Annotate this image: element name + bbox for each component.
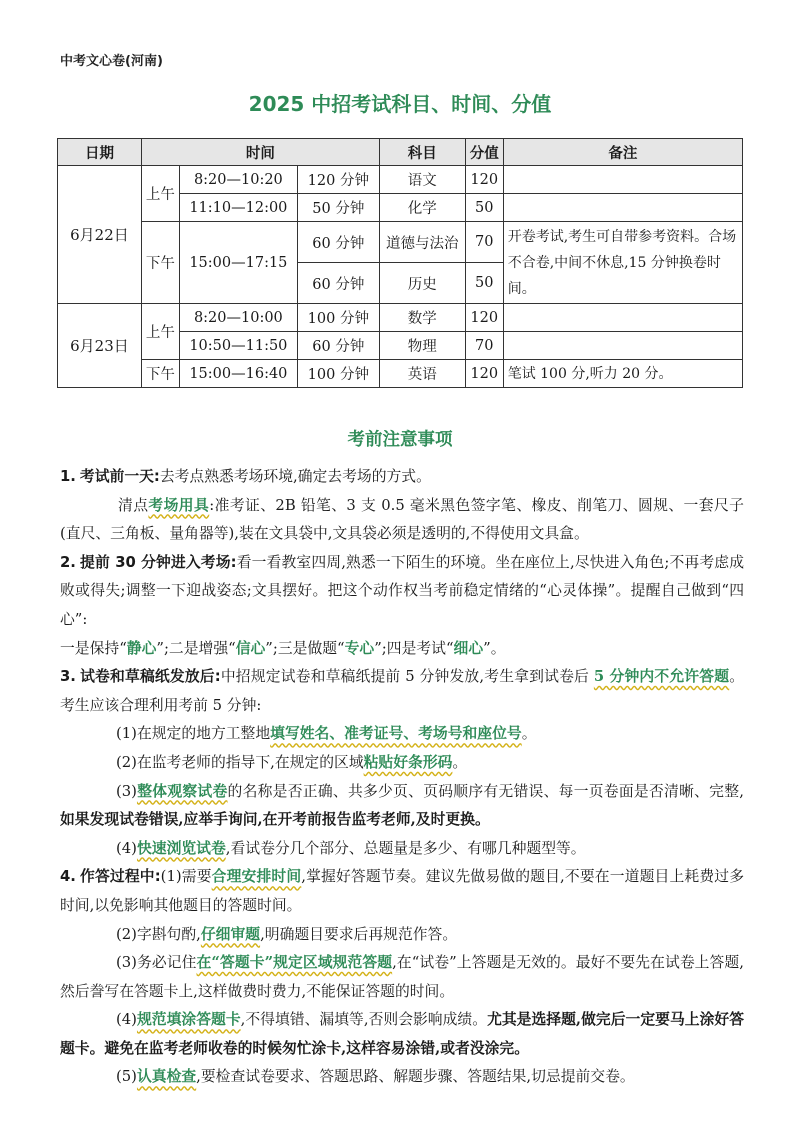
date-cell: 6月23日 <box>58 304 142 388</box>
list-item <box>60 921 744 950</box>
remark-cell <box>503 166 742 194</box>
highlight-text: 规范填涂答题卡 <box>136 1011 241 1029</box>
period-cell: 上午 <box>141 166 179 222</box>
score-cell: 50 <box>465 263 503 304</box>
duration-cell: 50 分钟 <box>297 194 379 222</box>
duration-cell: 120 分钟 <box>297 166 379 194</box>
table-row <box>58 304 743 332</box>
notes-body <box>60 463 744 1092</box>
bold-text: 尤其是选择题,做完后一定要马上涂好答题卡。避免在监考老师收卷的时候匆忙涂卡,这样容易涂错,或者没涂完。 <box>60 1011 744 1057</box>
highlight-text: 信心 <box>235 639 266 657</box>
list-item <box>60 492 744 549</box>
highlight-text: 快速浏览试卷 <box>136 839 226 857</box>
item-text: ,在“试卷”上答题是无效的。最好不要先在试卷上答题,然后誊写在答题卡上,这样做费时费力,不能保证答题的时间。 <box>60 954 744 1000</box>
list-item <box>60 778 744 835</box>
subject-cell: 语文 <box>379 166 465 194</box>
score-cell: 70 <box>465 222 503 263</box>
item-text: 去考点熟悉考场环境,确定去考场的方式。 <box>159 468 431 485</box>
score-cell: 120 <box>465 166 503 194</box>
score-cell: 70 <box>465 332 503 360</box>
item-text: (1)在规定的地方工整地 <box>116 725 271 743</box>
section-title: 考前注意事项 <box>347 430 453 450</box>
clock-cell: 10:50—11:50 <box>179 332 297 360</box>
table-row <box>58 360 743 388</box>
highlight-text: 填写姓名、准考证号、考场号和座位号 <box>270 725 522 743</box>
clock-cell: 15:00—17:15 <box>179 222 297 304</box>
remark-cell: 笔试 100 分,听力 20 分。 <box>503 360 742 388</box>
date-cell: 6月22日 <box>58 166 142 304</box>
header-score: 分值 <box>465 139 503 166</box>
highlight-text: 整体观察试卷 <box>136 782 228 800</box>
list-item <box>60 1063 744 1092</box>
clock-cell: 8:20—10:00 <box>179 304 297 332</box>
item-text: ,不得填错、漏填等,否则会影响成绩。 <box>240 1011 488 1029</box>
list-item <box>60 549 744 635</box>
header-subject: 科目 <box>379 139 465 166</box>
bold-text: 如果发现试卷错误,应举手询问,在开考前报告监考老师,及时更换。 <box>60 811 490 829</box>
item-text: ”;四是考试“ <box>374 639 454 657</box>
item-text: (4) <box>116 1011 137 1029</box>
list-item <box>60 1006 744 1063</box>
highlight-text: 考场用具 <box>148 496 210 514</box>
clock-cell: 15:00—16:40 <box>179 360 297 388</box>
list-item <box>60 863 744 920</box>
score-cell: 50 <box>465 194 503 222</box>
duration-cell: 100 分钟 <box>297 360 379 388</box>
subject-cell: 英语 <box>379 360 465 388</box>
list-item <box>60 635 744 664</box>
item-text: 看一看教室四周,熟悉一下陌生的环境。坐在座位上,尽快进入角色;不再考虑成败或得失;调整一下迎战姿态;文具摆好。把这个动作权当考前稳定情绪的“心灵体操”。提醒自己做到“四心”: <box>60 553 744 628</box>
duration-cell: 60 分钟 <box>297 222 379 263</box>
item-text: (4) <box>116 839 137 857</box>
item-text: ,掌握好答题节奏。建议先做易做的题目,不要在一道题目上耗费过多时间,以免影响其他题目的答题时间。 <box>60 868 744 914</box>
item-text: 的名称是否正确、共多少页、页码顺序有无错误、每一页卷面是否清晰、完整, <box>227 782 744 800</box>
duration-cell: 100 分钟 <box>297 304 379 332</box>
item-lead: 提前 30 分钟进入考场: <box>79 553 237 571</box>
duration-cell: 60 分钟 <box>297 263 379 304</box>
header-remark: 备注 <box>503 139 742 166</box>
item-number: 2. <box>60 553 76 571</box>
item-text: 中招规定试卷和草稿纸提前 5 分钟发放,考生拿到试卷后 <box>220 668 594 686</box>
remark-cell: 开卷考试,考生可自带参考资料。合场不合卷,中间不休息,15 分钟换卷时间。 <box>503 222 742 304</box>
table-row <box>58 222 743 263</box>
remark-cell <box>503 194 742 222</box>
highlight-text: 合理安排时间 <box>211 868 302 886</box>
remark-cell <box>503 332 742 360</box>
score-cell: 120 <box>465 360 503 388</box>
period-cell: 上午 <box>141 304 179 360</box>
list-item <box>60 949 744 1006</box>
subject-cell: 道德与法治 <box>379 222 465 263</box>
subject-cell: 数学 <box>379 304 465 332</box>
exam-schedule-table <box>57 138 743 388</box>
score-cell: 120 <box>465 304 503 332</box>
item-text: ”;二是增强“ <box>156 639 236 657</box>
item-text: 。 <box>452 753 468 771</box>
highlight-text: 细心 <box>453 639 484 657</box>
item-number: 3. <box>60 668 76 686</box>
subject-cell: 物理 <box>379 332 465 360</box>
page-title: 2025 中招考试科目、时间、分值 <box>248 92 552 116</box>
table-row <box>58 166 743 194</box>
highlight-text: 5 分钟内不允许答题 <box>593 668 730 686</box>
item-text: ”。 <box>483 639 506 657</box>
list-item <box>60 720 744 749</box>
header-time: 时间 <box>141 139 379 166</box>
list-item <box>60 749 744 778</box>
highlight-text: 专心 <box>344 639 375 657</box>
highlight-text: 仔细审题 <box>200 925 261 943</box>
highlight-text: 认真检查 <box>136 1068 197 1086</box>
duration-cell: 60 分钟 <box>297 332 379 360</box>
highlight-text: 在“答题卡”规定区域规范答题 <box>196 954 393 972</box>
subject-cell: 化学 <box>379 194 465 222</box>
list-item <box>60 663 744 720</box>
clock-cell: 8:20—10:20 <box>179 166 297 194</box>
item-text: :准考证、2B 铅笔、3 支 0.5 毫米黑色签字笔、橡皮、削笔刀、圆规、一套尺子(直尺、三角板、量角器等),装在文具袋中,文具袋必须是透明的,不得使用文具盒。 <box>60 496 744 543</box>
period-cell: 下午 <box>141 222 179 304</box>
header-tag: 中考文心卷(河南) <box>60 54 163 69</box>
period-cell: 下午 <box>141 360 179 388</box>
item-text: ,看试卷分几个部分、总题量是多少、有哪几种题型等。 <box>225 839 586 857</box>
item-number: 4. <box>60 868 76 886</box>
item-text: (3) <box>116 782 137 800</box>
item-lead: 试卷和草稿纸发放后: <box>79 668 221 686</box>
list-item <box>60 835 744 864</box>
item-text: (2)字斟句酌, <box>116 925 201 943</box>
highlight-text: 静心 <box>126 639 157 657</box>
item-text: ”;三是做题“ <box>265 639 345 657</box>
item-lead: 考试前一天: <box>79 468 160 485</box>
item-number: 1. <box>60 468 76 485</box>
item-text: ,要检查试卷要求、答题思路、解题步骤、答题结果,切忌提前交卷。 <box>196 1068 635 1086</box>
item-text: (2)在监考老师的指导下,在规定的区域 <box>116 753 364 771</box>
item-text: (5) <box>116 1068 137 1086</box>
item-text: 。考生应该合理利用考前 5 分钟: <box>60 668 745 714</box>
clock-cell: 11:10—12:00 <box>179 194 297 222</box>
list-item <box>60 463 744 492</box>
header-date: 日期 <box>58 139 142 166</box>
item-text: 清点 <box>118 496 149 514</box>
item-text: 。 <box>521 725 537 743</box>
item-text: (1)需要 <box>160 868 212 886</box>
highlight-text: 粘贴好条形码 <box>363 753 453 771</box>
item-text: ,明确题目要求后再规范作答。 <box>260 925 458 943</box>
table-header-row <box>58 139 743 166</box>
item-text: 一是保持“ <box>60 639 127 657</box>
subject-cell: 历史 <box>379 263 465 304</box>
item-text: (3)务必记住 <box>116 954 197 972</box>
remark-cell <box>503 304 742 332</box>
item-lead: 作答过程中: <box>79 868 161 886</box>
